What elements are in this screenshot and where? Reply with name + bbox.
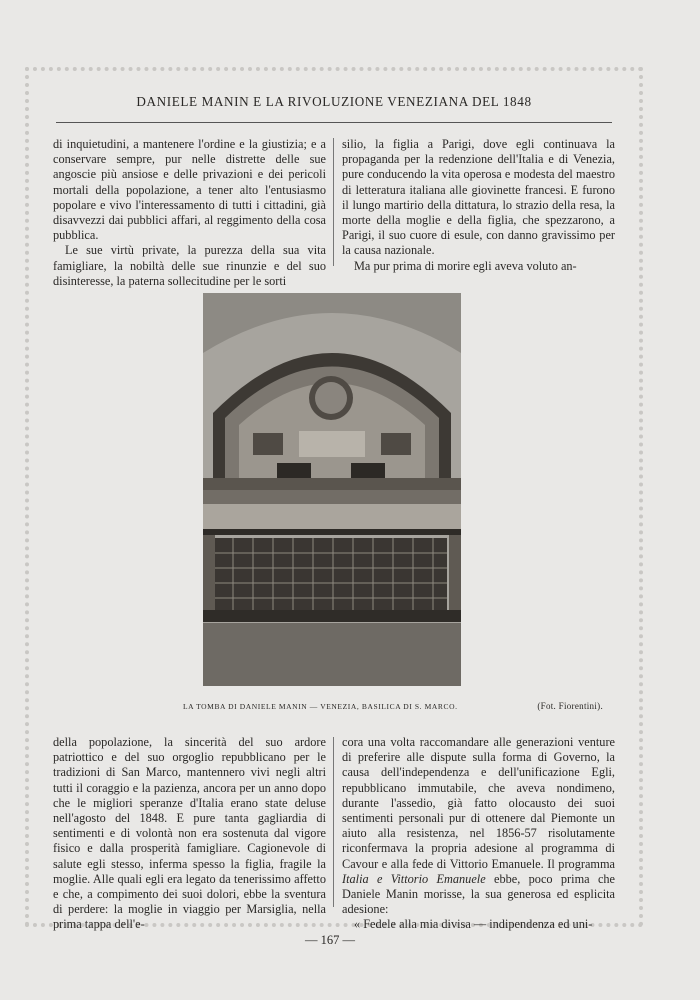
- column-divider: [333, 737, 334, 907]
- paragraph-text: ebbe, poco prima che Daniele Manin morisse, la sua generosa ed esplicita adesione:: [342, 871, 616, 917]
- paragraph: silio, la figlia a Parigi, dove egli continuava la propaganda per la redenzione dell'Italia e di Venezia, pure conducendo la vita operosa e modesta del maestro di letteratura italiana alle giovinette francesi. E furono il lungo martirio della dittatura, lo strazio della resa, la morte della moglie e della figlia, che spezzarono, a Parigi, il suo cuore di esule, con danno gravissimo per la causa nazionale.: [342, 137, 615, 258]
- figure-caption: [183, 702, 603, 711]
- photo-credit: (Fot. Fiorentini).: [537, 701, 603, 711]
- text-column-top-right: [342, 137, 615, 274]
- page-number: — 167 —: [305, 933, 355, 947]
- running-header: DANIELE MANIN E LA RIVOLUZIONE VENEZIANA DEL 1848: [136, 94, 532, 109]
- paragraph: [342, 735, 615, 917]
- paragraph: Le sue virtù private, la purezza della sua vita famigliare, la nobiltà delle sue rinunzie e del suo disinteresse, la paterna sollecitudine per le sorti: [53, 243, 326, 288]
- header-rule: [56, 122, 612, 123]
- paragraph: Ma pur prima di morire egli aveva voluto an-: [354, 258, 577, 273]
- column-divider: [333, 138, 334, 266]
- text-column-bottom-left: [53, 735, 326, 933]
- photo-tomb-of-daniele-manin: [203, 293, 461, 686]
- paragraph: « Fedele alla mia divisa — indipendenza ed uni-: [354, 917, 593, 932]
- paragraph-text: cora una volta raccomandare alle generazioni venture di preferire alle dispute sulla forma di Governo, la causa dell'independenza e dell'unificazione Egli, repubblicano immutabile, che aveva nondimeno, durante l'assedio, già fatto olocausto dei suoi sentimenti personali pur di ottenere dal Piemonte un aiuto alla resistenza, nel 1856-57 risolutamente riconfermava la propria adesione al programma di Cavour e alla fede di Vittorio Emanuele. Il programma: [342, 735, 615, 871]
- paragraph: della popolazione, la sincerità del suo ardore patriottico e del suo orgoglio repubblicano per le tradizioni di San Marco, mantennero vivi negli altri tutti il coraggio e la pazienza, ancora per un anno dopo che le migliori speranze d'Italia erano state deluse nell'agosto del 1848. E pure tanta gagliardia di sentimenti e di volontà non era sostenuta dal vigore fisico e dalla prosperità famigliare. Cagionevole di salute egli stesso, inferma spesso la figlia, fragile la moglie. Alle quali egli era legato da tenerissimo affetto e che, a compimento dei suoi dolori, ebbe la sventura di perdere: la moglie in viaggio per Marsiglia, nella prima tappa dell'e-: [53, 735, 326, 932]
- text-column-bottom-right: [342, 735, 615, 933]
- italic-title: Italia e Vittorio Emanuele: [342, 871, 486, 886]
- caption-text: LA TOMBA DI DANIELE MANIN — VENEZIA, BASILICA DI S. MARCO.: [183, 702, 458, 711]
- text-column-top-left: [53, 137, 326, 289]
- paragraph: di inquietudini, a mantenere l'ordine e la giustizia; e a conservare sempre, pur nelle distrette delle sue angoscie più ansiose e delle privazioni e dei pericoli mortali della popolazione, a tener alto l'entusiasmo popolare e vivo l'interessamento di tutti i cittadini, già disavvezzi dai pubblici affari, al reggimento della cosa pubblica.: [53, 137, 326, 243]
